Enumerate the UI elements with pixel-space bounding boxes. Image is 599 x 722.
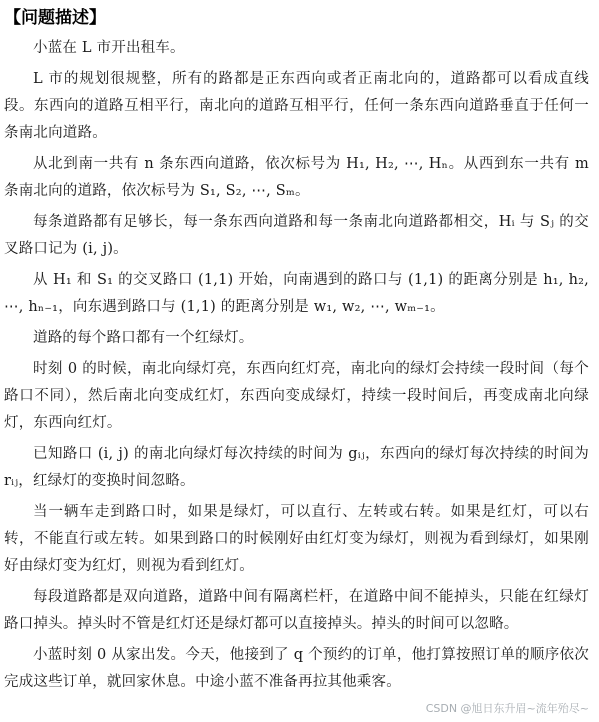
paragraph-road-labels: 从北到南一共有 n 条东西向道路，依次标号为 H₁, H₂, ⋯, Hₙ。从西到东一共有 m 条南北向的道路，依次标号为 S₁, S₂, ⋯, Sₘ。: [4, 156, 589, 199]
paragraph-light-cycle: 时刻 0 的时候，南北向绿灯亮，东西向红灯亮，南北向的绿灯会持续一段时间（每个路口不同），然后南北向变成红灯，东西向变成绿灯，持续一段时间后，再变成南北向绿灯，东西向红灯。: [4, 361, 589, 431]
paragraph-intro: 小蓝在 L 市开出租车。: [33, 40, 185, 56]
paragraph-turning-rules: 当一辆车走到路口时，如果是绿灯，可以直行、左转或右转。如果是红灯，可以右转，不能直行或左转。如果到路口的时候刚好由红灯变为绿灯，则视为看到绿灯，如果刚好由绿灯变为红灯，则视为看到红灯。: [4, 504, 589, 574]
paragraph-orders: 小蓝时刻 0 从家出发。今天，他接到了 q 个预约的订单，他打算按照订单的顺序依次完成这些订单，就回家休息。中途小蓝不准备再拉其他乘客。: [4, 647, 589, 690]
paragraph-city-layout: L 市的规划很规整，所有的路都是正东西向或者正南北向的，道路都可以看成直线段。东西向的道路互相平行，南北向的道路互相平行，任何一条东西向道路垂直于任何一条南北向道路。: [4, 71, 589, 141]
csdn-watermark: CSDN @旭日东升眉~流年殆尽~: [425, 702, 589, 715]
paragraph-u-turn-rules: 每段道路都是双向道路，道路中间有隔离栏杆，在道路中间不能掉头，只能在红绿灯路口掉头。掉头时不管是红灯还是绿灯都可以直接掉头。掉头的时间可以忽略。: [4, 589, 589, 632]
section-heading: 【问题描述】: [4, 8, 106, 28]
paragraph-intersections: 每条道路都有足够长，每一条东西向道路和每一条南北向道路都相交，Hᵢ 与 Sⱼ 的交叉路口记为 (i, j)。: [4, 214, 589, 257]
paragraph-distances: 从 H₁ 和 S₁ 的交叉路口 (1,1) 开始，向南遇到的路口与 (1,1) 的距离分别是 h₁, h₂, ⋯, hₙ₋₁，向东遇到路口与 (1,1) 的距离分别是 w₁, w₂, ⋯, wₘ₋₁。: [4, 272, 589, 315]
paragraph-traffic-lights: 道路的每个路口都有一个红绿灯。: [33, 330, 254, 346]
paragraph-light-durations: 已知路口 (i, j) 的南北向绿灯每次持续的时间为 gᵢⱼ，东西向的绿灯每次持续的时间为 rᵢⱼ，红绿灯的变换时间忽略。: [4, 446, 589, 489]
